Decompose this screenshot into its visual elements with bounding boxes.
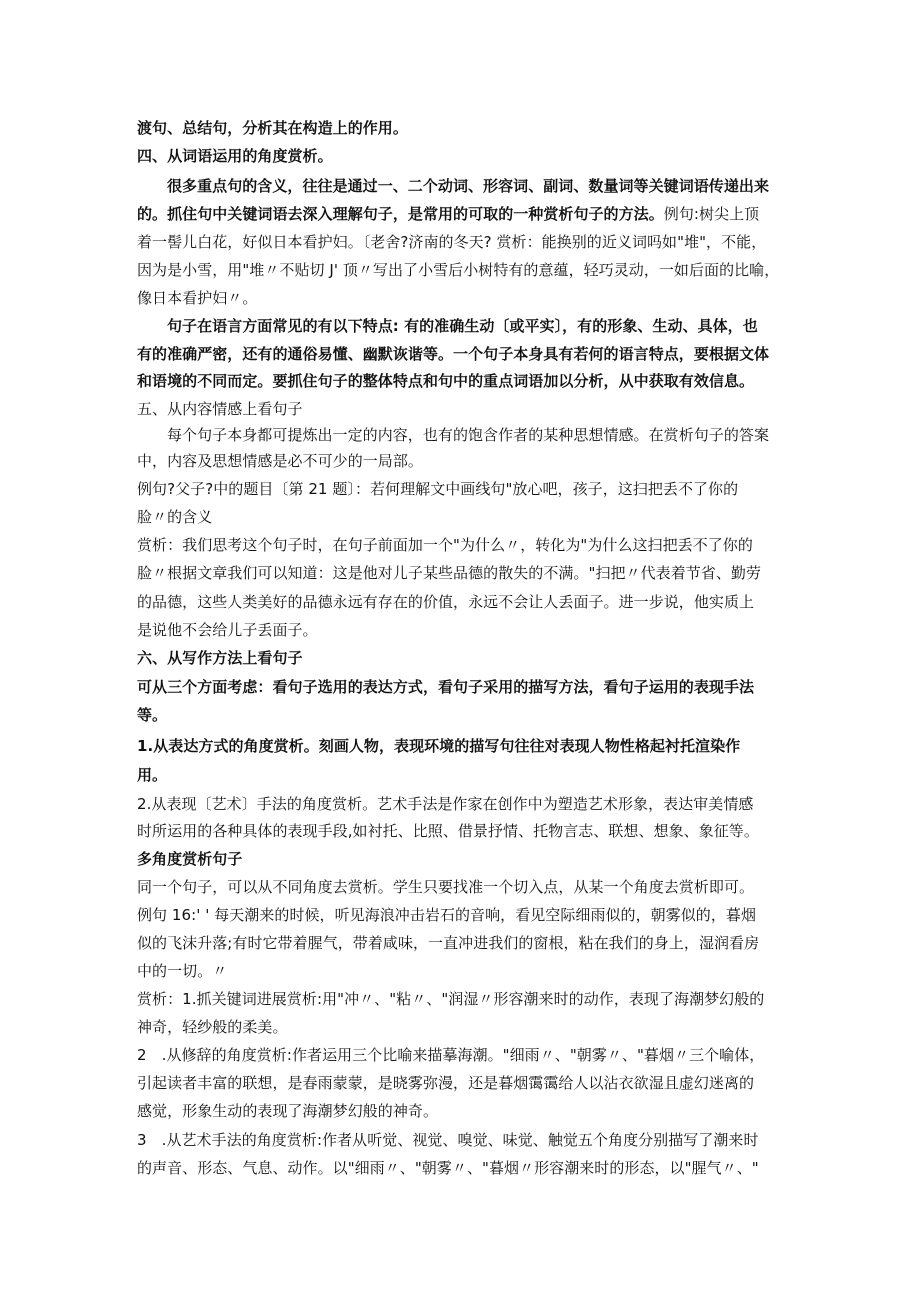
text-line: 赏析：我们思考这个句子时，在句子前面加一个"为什么〃，转化为"为什么这扫把丢不了你的: [137, 536, 753, 554]
text-line: 的声音、形态、气息、动作。以"细雨〃、"朝雾〃、"暮烟〃形容潮来时的形态，以"腥气〃、": [137, 1159, 759, 1177]
text-line: 神奇，轻纱般的柔美。: [137, 1018, 288, 1036]
text-line: 3 .从艺术手法的角度赏析:作者从听觉、视觉、嗅觉、味觉、触觉五个角度分别描写了潮来时: [137, 1131, 759, 1149]
text-line: 是说他不会给儿子丢面子。: [137, 621, 318, 639]
text-line: 脸〃的含义: [137, 508, 213, 526]
text-line: 等。: [137, 706, 168, 724]
text-line: 例句 16:' ' 每天潮来的时候，听见海浪冲击岩石的音响，看见空际细雨似的，朝雾似的，暮烟: [137, 906, 756, 924]
text-line: 和语境的不同而定。要抓住句子的整体特点和句中的重点词语加以分析，从中获取有效信息。: [137, 372, 755, 390]
text-line: 用。: [137, 766, 168, 784]
text-line: [137, 203, 787, 225]
text-span: 的。抓住句中关键词语去深入理解句子，是常用的可取的一种赏析句子的方法。: [137, 205, 664, 223]
text-line: 句子在语言方面常见的有以下特点: 有的准确生动〔或平实〕，有的形象、生动、具体，也: [167, 317, 758, 335]
text-line: 例句?父子?中的题目〔第 21 题〕：若何理解文中画线句"放心吧，孩子，这扫把丢不了你的: [137, 480, 739, 498]
text-line: 因为是小雪，用"堆〃不贴切 J' 顶〃写出了小雪后小树特有的意蕴，轻巧灵动，一如后面的比喻，: [137, 261, 780, 279]
section-heading: 六、从写作方法上看句子: [137, 649, 303, 667]
section-heading: 多角度赏析句子: [137, 850, 243, 868]
text-line: 2 .从修辞的角度赏析:作者运用三个比喻来描摹海潮。"细雨〃、"朝雾〃、"暮烟〃三个喻体，: [137, 1046, 765, 1064]
text-line: 引起读者丰富的联想，是春雨蒙蒙，是晓雾弥漫，还是暮烟霭霭给人以沾衣欲湿且虚幻迷离的: [137, 1074, 755, 1092]
text-line: 赏析：1.抓关键词进展赏析:用"冲〃、"粘〃、"润湿〃形容潮来时的动作，表现了海潮梦幻般的: [137, 990, 765, 1008]
text-line: 1.从表达方式的角度赏析。刻画人物，表现环境的描写句往往对表现人物性格起衬托渲染作: [137, 737, 741, 755]
text-line: 2.从表现〔艺术〕手法的角度赏析。艺术手法是作家在创作中为塑造艺术形象，表达审美情感: [137, 795, 754, 813]
text-span: 例句:树尖上顶: [663, 205, 760, 223]
text-line: 脸〃根据文章我们可以知道：这是他对儿子某些品德的散失的不满。"扫把〃代表着节省、勤劳: [137, 564, 762, 582]
text-line: 很多重点句的含义，往往是通过一、二个动词、形容词、副词、数量词等关键词语传递出来: [167, 177, 770, 195]
text-line: 同一个句子，可以从不同角度去赏析。学生只要找准一个切入点，从某一个角度去赏析即可。: [137, 878, 755, 896]
text-line: 渡句、总结句，分析其在构造上的作用。: [137, 119, 408, 137]
text-line: 每个句子本身都可提炼出一定的内容，也有的饱含作者的某种思想情感。在赏析句子的答案: [167, 426, 770, 444]
text-line: 的品德，这些人类美好的品德永远有存在的价值，永远不会让人丢面子。进一步说，他实质上: [137, 593, 755, 611]
text-line: 似的飞沫升落;有时它带着腥气，带着咸味，一直冲进我们的窗根，粘在我们的身上，湿润看房: [137, 934, 760, 952]
text-line: 感觉，形象生动的表现了海潮梦幻般的神奇。: [137, 1102, 439, 1120]
section-heading: 五、从内容情感上看句子: [137, 400, 303, 418]
text-line: 时所运用的各种具体的表现手段,如衬托、比照、借景抒情、托物言志、联想、想象、象征等。: [137, 822, 759, 840]
section-heading: 四、从词语运用的角度赏析。: [137, 147, 333, 165]
text-line: 中的一切。〃: [137, 962, 228, 980]
text-line: 有的准确严密，还有的通俗易懂、幽默诙谐等。一个句子本身具有若何的语言特点，要根据文体: [137, 345, 770, 363]
text-line: 可从三个方面考虑：看句子选用的表达方式，看句子采用的描写方法，看句子运用的表现手法: [137, 678, 755, 696]
text-line: 着一髻儿白花，好似日本看护妇。〔老舍?济南的冬天? 赏析：能换别的近义词吗如"堆"，不能，: [137, 233, 767, 251]
text-line: 像日本看护妇〃。: [137, 289, 258, 307]
text-line: 中，内容及思想情感是必不可少的一局部。: [137, 452, 423, 470]
